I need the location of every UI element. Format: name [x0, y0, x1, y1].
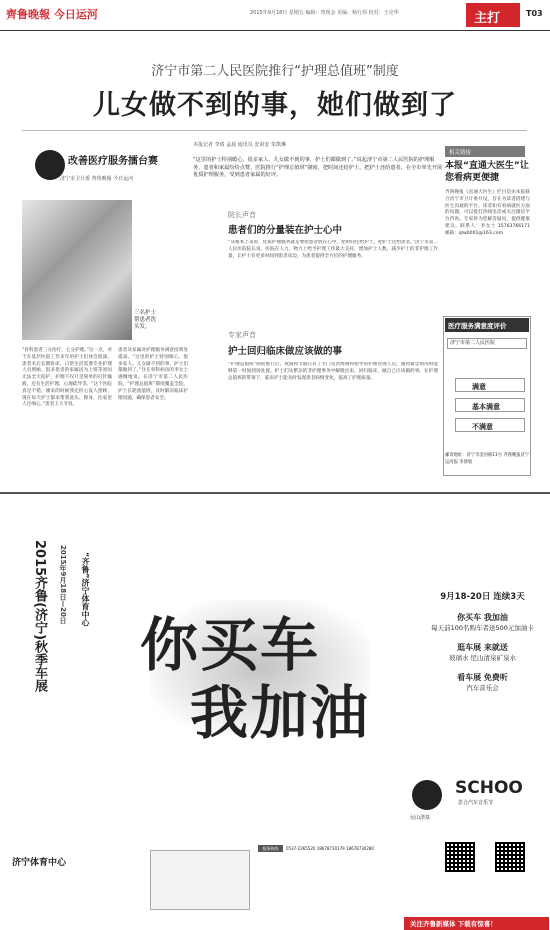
- survey-option-unsatisfied[interactable]: 不满意: [455, 418, 525, 432]
- body-column-2: 患者及家属对护理服务满意度明显提高。“这里的护士特别细心，很多家人、儿女做不到的事，护士们都做到了。”住在骨科病房的李女士感慨地说。在济宁市第二人民医院，“护理总值班”制度覆盖全院，护士长轮流值班，及时解决临床护理问题，确保患者安全。: [118, 348, 188, 401]
- sidebar-title: 本报“直通大医生”让您看病更便捷: [445, 161, 529, 183]
- survey-option-basic[interactable]: 基本满意: [455, 398, 525, 412]
- section-title-1: 患者们的分量装在护士心中: [228, 225, 343, 236]
- expo-venue: “齐鲁”济宁体育中心: [81, 552, 90, 627]
- qr-code-icon[interactable]: [495, 842, 525, 872]
- promo-3-text: 汽车音乐会: [466, 684, 499, 692]
- promo-2-text: 玻璃水 尼山清泉矿泉水: [448, 654, 517, 662]
- header-divider: [0, 30, 550, 31]
- promo-1-text: 每天前100名购车者送500元加油卡: [431, 624, 534, 632]
- article-subtitle: 济宁市第二人民医院推行“护理总值班”制度: [151, 64, 399, 79]
- expo-date: 2015年9月18日—20日: [59, 545, 67, 624]
- bottom-bar[interactable]: 关注齐鲁新媒体 下载有惊喜！: [404, 917, 549, 930]
- partner-brand: 尼山清泉: [410, 815, 431, 821]
- campaign-title: 改善医疗服务擂台赛: [68, 156, 158, 167]
- sidebar-body: 齐鲁晚报《直通大医生》栏目是由本报联合济宁市卫计委开设，旨在为读者搭建与医生沟通的平台。读者如有看病就医方面的问题，可以拨打热线电话或关注微信平台咨询。专家将为您解答疑问，提供健康建议。联系人：李女士 15763766171 邮箱：qlwb001@163.com: [445, 190, 530, 236]
- body-column-1: “骨科患者三分治疗，七分护理。”这一点，对于在基层医院工作多年的护士们体会很深。患者术后长期卧床，日常生活需要专业护理人员照顾。很多患者的家属因为上班等原因无法全天陪护，护理不仅只是简单的打针输液，还有生活护理、心理疏导等。“这个医院真是不错，刚来的时候我还担心没人照顾，现在每天护士都来帮我洗头、擦身，比家里人还细心。”患者王大爷说。: [22, 348, 112, 408]
- section-label-2: 专家声音: [228, 331, 256, 339]
- sports-center-logo: 济宁体育中心: [12, 858, 67, 868]
- section-label-1: 院长声音: [228, 211, 256, 219]
- nursing-photo: [22, 200, 132, 340]
- survey-title: 医疗服务满意度评价: [445, 318, 529, 332]
- article-headline: 儿女做不到的事，她们做到了: [93, 90, 457, 121]
- page-header: [0, 0, 550, 38]
- slogan-line-1: 你买车: [140, 611, 321, 679]
- survey-subject: 济宁市第二人民医院: [447, 338, 527, 349]
- hotline-row: 服务热线 0537-2365520 18678730179 18678730280: [258, 845, 410, 852]
- section-text-1: “从根本上来说，优质护理服务就是要把患者放在心中，把时间还给护士，把护士还给患者。”济宁市第二人民医院院长说。医院在人力、物力上给予护理工作最大支持，增加护士人数，减少护士的非护理工作量，让护士有更多时间到患者床边，为患者提供全方位的护理服务。: [228, 240, 438, 259]
- survey-option-satisfied[interactable]: 满意: [455, 378, 525, 392]
- expo-title: 2015齐鲁(济宁)秋季车展: [32, 540, 47, 693]
- promo-dates: 9月18-20日 连续3天: [440, 592, 525, 602]
- article-lead: “这里的护士特别暖心，很多家人、儿女做不到的事，护士们都做到了。”说起济宁市第二人民医院的护理服务，患者和家属纷纷点赞。医院推行“护理总值班”制度，把时间还给护士，把护士还给患者，在全市率先开展优质护理服务，受到患者家属的好评。: [193, 157, 443, 178]
- nishan-logo-icon: [412, 780, 442, 810]
- section-title-2: 护士回归临床做应该做的事: [228, 346, 343, 357]
- info-table: [258, 845, 410, 852]
- slogan-line-2: 我加油: [190, 679, 371, 747]
- hotline-value: 0537-2365520 18678730179 18678730280: [286, 846, 374, 851]
- ad-divider: [0, 492, 550, 494]
- campaign-source: 济宁市卫计委 齊鲁晚報 今日运河: [60, 176, 134, 182]
- promo-2-heading: 逛车展 来就送: [457, 643, 508, 652]
- promo-1-heading: 你买车 我加油: [457, 613, 508, 622]
- section-text-2: “护理总值班”制度推行后，夜间和节假日有了专门负责协调和指导的护理管理人员，遇到紧急情况时能够第一时间到场处置。护士们从繁杂的非护理事务中解脱出来，回归临床，做自己应该做的事。在护理总值班的带领下，临床护士能及时发现患者病情变化，提高了护理质量。: [228, 362, 438, 381]
- promo-3-heading: 看车展 免费听: [457, 673, 508, 682]
- issue-meta: 2015年9月18日 星期五 编辑：曾现金 美编：杨行伟 校对：王克华: [250, 10, 399, 16]
- promo-box: [420, 590, 545, 692]
- photo-caption: 三名护士帮患者洗头发。: [134, 310, 157, 330]
- section-tab: 主打: [466, 3, 520, 27]
- page-number: T03: [526, 9, 543, 18]
- venue-map: [150, 850, 250, 910]
- related-links-label: 相关链接: [445, 146, 525, 157]
- byline: 本报记者 李倩 孟晨 通讯员 张甫安 朱凯琳: [193, 142, 286, 148]
- music-brand: SCHOO: [455, 778, 523, 798]
- headline-rule: [22, 130, 527, 131]
- music-sub: 思合汽车音乐节: [458, 800, 494, 806]
- survey-footer: 邮寄地址：济宁市洸河路11号 齐鲁晚报济宁运河报 李倩收: [445, 453, 530, 465]
- qr-code-icon[interactable]: [445, 842, 475, 872]
- newspaper-logo: 齊鲁晚報 今日运河: [6, 8, 98, 21]
